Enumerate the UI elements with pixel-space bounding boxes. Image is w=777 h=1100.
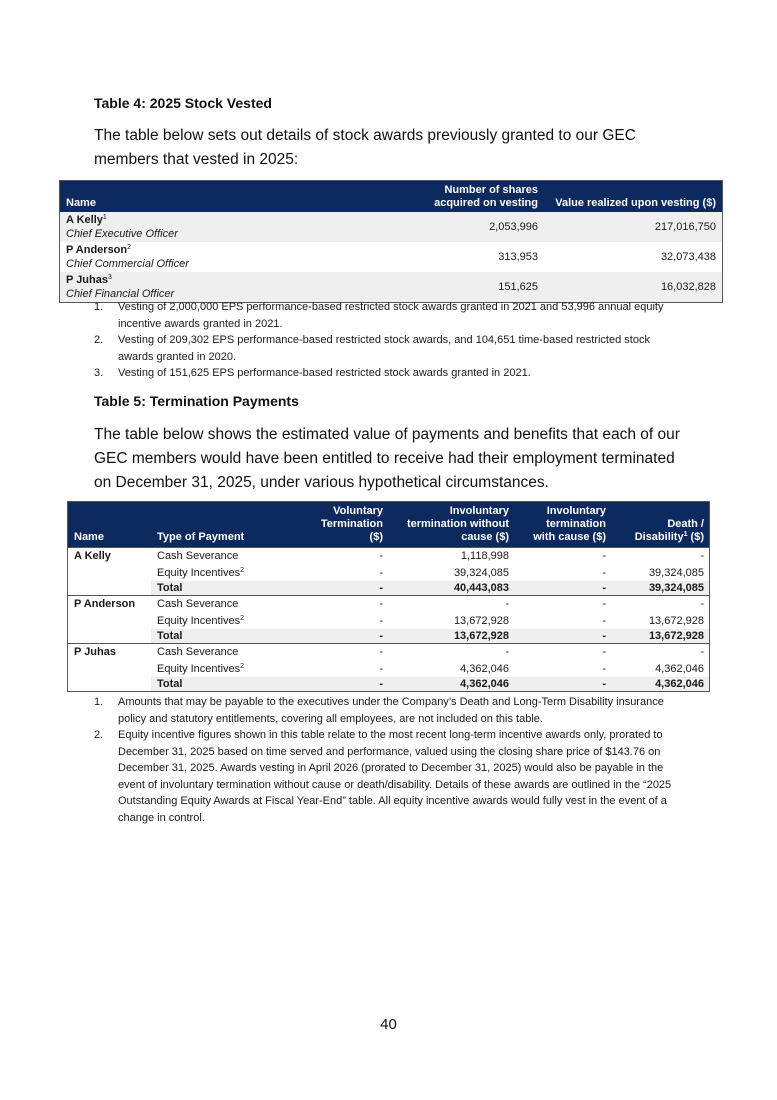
death-cell: -: [611, 644, 710, 661]
page-number: 40: [380, 1016, 397, 1033]
invol-without-cell: 13,672,928: [388, 629, 514, 644]
invol-without-cell: 39,324,085: [453, 566, 509, 579]
invol-without-cell: 4,362,046: [388, 677, 514, 692]
death-cell: -: [611, 596, 710, 613]
col-header-value: Value realized upon vesting ($): [544, 181, 723, 213]
header-line: Voluntary: [333, 505, 383, 517]
invol-with-cell: -: [514, 644, 611, 661]
invol-with-cell: -: [602, 566, 606, 579]
header-line: Termination: [320, 518, 383, 530]
col-header-voluntary: [282, 502, 388, 548]
header-line: Involuntary: [449, 505, 509, 517]
col-header-invol-without-cause: [388, 502, 514, 548]
termination-payments-table: [67, 501, 710, 692]
table-row: [68, 613, 710, 630]
invol-without-cell: 13,672,928: [453, 614, 509, 627]
name-cell: [60, 272, 373, 303]
payment-type-label: Equity Incentives: [157, 566, 241, 579]
table4-heading: Table 4: 2025 Stock Vested: [94, 95, 272, 111]
table4-footnotes: [94, 299, 684, 382]
exec-name: P Juhas: [68, 644, 152, 661]
name-cell: [60, 242, 373, 272]
exec-role: Chief Executive Officer: [66, 228, 178, 240]
death-cell: 13,672,928: [648, 614, 704, 627]
table-row: [60, 212, 723, 242]
footnote-number: 2.: [94, 334, 104, 346]
exec-name-empty: [68, 677, 152, 692]
invol-with-cell: -: [514, 596, 611, 613]
voluntary-cell: -: [282, 629, 388, 644]
header-text: Death / Disability: [634, 518, 704, 543]
shares-cell: 151,625: [372, 272, 544, 303]
footnote-number: 3.: [94, 367, 104, 379]
col-header-death-disability: [611, 502, 710, 548]
footnote-item: [94, 299, 684, 332]
exec-name: A Kelly: [66, 214, 103, 226]
table-row: [60, 242, 723, 272]
table5-heading: Table 5: Termination Payments: [94, 393, 299, 409]
payment-type: Total: [151, 629, 282, 644]
payment-type-label: Equity Incentives: [157, 662, 241, 675]
col-header-shares: [372, 181, 544, 213]
exec-role: Chief Financial Officer: [66, 288, 175, 300]
exec-role: Chief Commercial Officer: [66, 258, 189, 270]
payment-type: [151, 661, 282, 678]
exec-name-empty: [68, 581, 152, 596]
payment-type-label: Equity Incentives: [157, 614, 241, 627]
invol-with-cell: -: [602, 614, 606, 627]
payment-type: Cash Severance: [151, 548, 282, 565]
voluntary-cell: -: [379, 662, 383, 675]
header-line: termination without: [406, 518, 509, 530]
footnote-ref: 1: [102, 214, 107, 221]
death-cell: 39,324,085: [648, 566, 704, 579]
table-header-row: [60, 181, 723, 213]
footnote-text: Equity incentive figures shown in this table relate to the most recent long-term incentive awards only, prorated to December 31, 2025 based on time served and performance, valued using the closing share price of $143.76 on December 31, 2025. Awards vesting in April 2026 (prorated to December 31, 2025) would also be payable in the event of involuntary termination without cause or death/disability. Details of these awards are outlined in the “2025 Outstanding Equity Awards at Fiscal Year-End” table. All equity incentive awards would fully vest in the event of a change in control.: [118, 729, 672, 824]
invol-without-cell: 4,362,046: [460, 662, 509, 675]
footnote-text: Amounts that may be payable to the executives under the Company’s Death and Long-Term Disability insurance policy and statutory entitlements, covering all employees, are not included on this table.: [118, 696, 664, 725]
invol-with-cell: -: [602, 662, 606, 675]
voluntary-cell: -: [282, 596, 388, 613]
footnote-item: [94, 727, 686, 826]
footnote-ref: 2: [127, 244, 132, 251]
total-row: [68, 677, 710, 692]
col-header-shares-line1: Number of shares: [444, 184, 538, 196]
invol-without-cell: -: [388, 596, 514, 613]
col-header-shares-line2: acquired on vesting: [434, 197, 538, 209]
footnote-ref: 2: [240, 566, 245, 574]
table5-footnotes: [94, 694, 686, 826]
table-row: [68, 661, 710, 678]
footnote-ref: 2: [240, 614, 245, 622]
footnote-item: [94, 694, 686, 727]
footnote-ref: 2: [240, 662, 245, 670]
col-header-type: Type of Payment: [151, 502, 282, 548]
footnote-number: 1.: [94, 696, 104, 708]
voluntary-cell: -: [282, 644, 388, 661]
table-row: [68, 596, 710, 613]
payment-type: [151, 565, 282, 582]
footnote-item: [94, 332, 684, 365]
death-cell: -: [611, 548, 710, 565]
table5-intro: The table below shows the estimated value of payments and benefits that each of our GEC members would have been entitled to receive had their employment terminated on December 31, 2025, under various hypothetical circumstances.: [94, 426, 680, 491]
voluntary-cell: -: [379, 566, 383, 579]
footnote-item: [94, 365, 684, 382]
name-cell: [60, 212, 373, 242]
header-line: termination: [546, 518, 606, 530]
death-cell: 4,362,046: [611, 677, 710, 692]
total-row: [68, 581, 710, 596]
invol-with-cell: -: [514, 581, 611, 596]
invol-without-cell: -: [388, 644, 514, 661]
death-cell: 13,672,928: [611, 629, 710, 644]
payment-type: [151, 613, 282, 630]
footnote-ref: 1: [683, 531, 688, 538]
death-cell: 39,324,085: [611, 581, 710, 596]
header-line: cause ($): [461, 531, 509, 543]
invol-with-cell: -: [514, 548, 611, 565]
header-line: ($): [369, 531, 383, 543]
header-text: ($): [687, 531, 704, 543]
total-row: [68, 629, 710, 644]
payment-type: Cash Severance: [151, 644, 282, 661]
table-row: [68, 644, 710, 661]
exec-name-empty: [68, 565, 152, 582]
invol-without-cell: 1,118,998: [388, 548, 514, 565]
exec-name: P Anderson: [68, 596, 152, 613]
payment-type: Total: [151, 581, 282, 596]
value-cell: 217,016,750: [544, 212, 723, 242]
shares-cell: 2,053,996: [372, 212, 544, 242]
payment-type: Cash Severance: [151, 596, 282, 613]
value-cell: 32,073,438: [660, 251, 716, 263]
exec-name-empty: [68, 629, 152, 644]
voluntary-cell: -: [282, 548, 388, 565]
invol-with-cell: -: [514, 677, 611, 692]
voluntary-cell: -: [282, 677, 388, 692]
voluntary-cell: -: [379, 614, 383, 627]
footnote-text: Vesting of 209,302 EPS performance-based restricted stock awards, and 104,651 time-based restricted stock awards granted in 2020.: [118, 334, 650, 363]
footnote-number: 2.: [94, 729, 104, 741]
col-header-invol-with-cause: [514, 502, 611, 548]
col-header-name: Name: [68, 502, 152, 548]
exec-name-empty: [68, 661, 152, 678]
payment-type: Total: [151, 677, 282, 692]
stock-vested-table: [59, 180, 723, 303]
exec-name: A Kelly: [68, 548, 152, 565]
invol-with-cell: -: [514, 629, 611, 644]
footnote-ref: 3: [108, 274, 112, 281]
shares-cell: 313,953: [498, 251, 538, 263]
table4-intro: The table below sets out details of stock awards previously granted to our GEC members that vested in 2025:: [94, 127, 636, 168]
footnote-text: Vesting of 151,625 EPS performance-based restricted stock awards granted in 2021.: [118, 367, 531, 379]
table-row: [68, 548, 710, 565]
col-header-name: Name: [60, 181, 373, 213]
footnote-number: 1.: [94, 301, 104, 313]
footnote-text: Vesting of 2,000,000 EPS performance-based restricted stock awards granted in 2021 and 53,996 annual equity incentive awards granted in 2021.: [118, 301, 664, 330]
table-header-row: [68, 502, 710, 548]
value-cell: 16,032,828: [544, 272, 723, 303]
invol-without-cell: 40,443,083: [388, 581, 514, 596]
exec-name: P Juhas: [66, 274, 108, 286]
voluntary-cell: -: [282, 581, 388, 596]
exec-name-empty: [68, 613, 152, 630]
exec-name: P Anderson: [66, 244, 128, 256]
table-row: [60, 272, 723, 303]
death-cell: 4,362,046: [655, 662, 704, 675]
header-line: Involuntary: [546, 505, 606, 517]
header-line: with cause ($): [533, 531, 606, 543]
table-row: [68, 565, 710, 582]
